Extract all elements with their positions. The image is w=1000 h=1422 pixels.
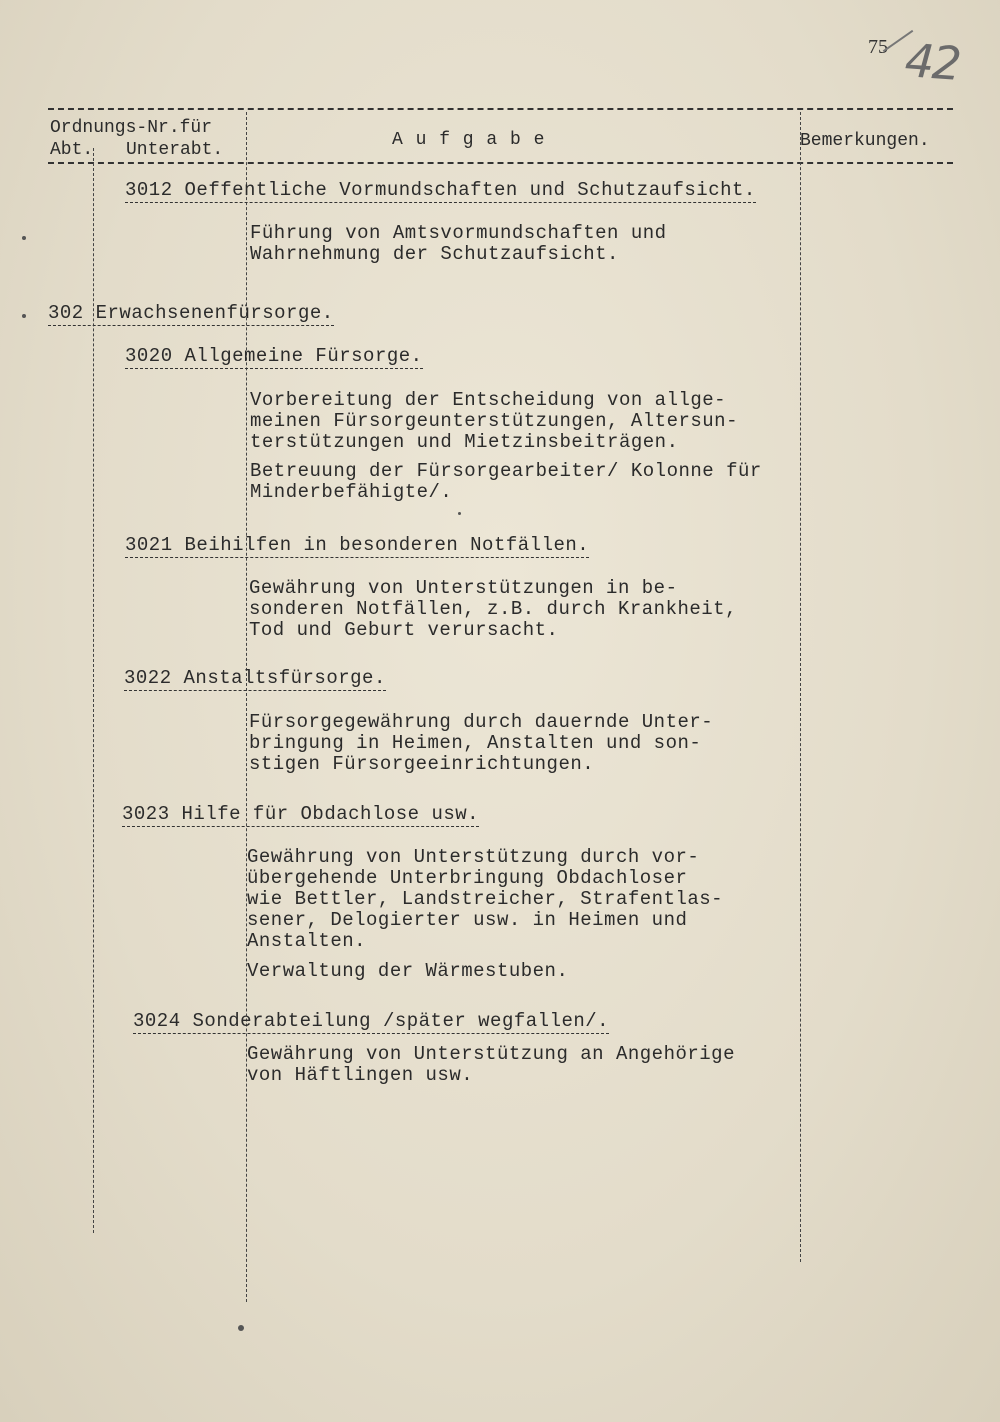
entry-3020-text-1: Vorbereitung der Entscheidung von allge- xyxy=(250,389,727,411)
entry-3023-text-4: sener, Delogierter usw. in Heimen und xyxy=(247,909,688,931)
page-number: 75 xyxy=(868,36,888,58)
header-top-rule xyxy=(48,108,953,110)
entry-3020-heading: 3020 Allgemeine Fürsorge. xyxy=(125,345,423,367)
handwritten-folio-number: 42 xyxy=(903,33,962,91)
paper-speck xyxy=(238,1325,244,1331)
paper-speck xyxy=(22,236,26,240)
paper-speck xyxy=(458,512,461,515)
entry-3023-text-1: Gewährung von Unterstützung durch vor- xyxy=(247,846,700,868)
section-302-heading: 302 Erwachsenenfürsorge. xyxy=(48,302,334,324)
header-bottom-rule xyxy=(48,162,953,164)
entry-3012-text-1: Führung von Amtsvormundschaften und xyxy=(250,222,667,244)
entry-3024-text-1: Gewährung von Unterstützung an Angehörige xyxy=(247,1043,735,1065)
entry-3023-text-3: wie Bettler, Landstreicher, Strafentlas- xyxy=(247,888,724,910)
entry-3022-heading: 3022 Anstaltsfürsorge. xyxy=(124,667,386,689)
header-bemerkungen: Bemerkungen. xyxy=(800,131,930,151)
entry-3022-text-1: Fürsorgegewährung durch dauernde Unter- xyxy=(249,711,714,733)
entry-3021-heading: 3021 Beihilfen in besonderen Notfällen. xyxy=(125,534,590,556)
entry-3023-text-5: Anstalten. xyxy=(247,930,367,952)
entry-3012-heading: 3012 Oeffentliche Vormundschaften und Schutzaufsicht. xyxy=(125,179,756,201)
entry-3020-text-4: Betreuung der Fürsorgearbeiter/ Kolonne für xyxy=(250,460,762,482)
entry-3012-text-2: Wahrnehmung der Schutzaufsicht. xyxy=(250,243,619,265)
entry-3023-heading: 3023 Hilfe für Obdachlose usw. xyxy=(122,803,480,825)
entry-3021-text-3: Tod und Geburt verursacht. xyxy=(249,619,559,641)
divider-bemerkungen xyxy=(800,112,801,1262)
entry-3024-heading: 3024 Sonderabteilung /später wegfallen/. xyxy=(133,1010,610,1032)
entry-3022-text-2: bringung in Heimen, Anstalten und son- xyxy=(249,732,702,754)
entry-3023-text-6: Verwaltung der Wärmestuben. xyxy=(247,960,569,982)
entry-3022-text-3: stigen Fürsorgeeinrichtungen. xyxy=(249,753,595,775)
header-ordnungs-nr: Ordnungs-Nr.für xyxy=(50,118,213,138)
header-aufgabe: A u f g a b e xyxy=(392,130,546,150)
entry-3023-text-2: übergehende Unterbringung Obdachloser xyxy=(247,867,688,889)
entry-3020-text-5: Minderbefähigte/. xyxy=(250,481,453,503)
entry-3020-text-2: meinen Fürsorgeunterstützungen, Altersun- xyxy=(250,410,738,432)
entry-3021-text-2: sonderen Notfällen, z.B. durch Krankheit, xyxy=(249,598,737,620)
entry-3020-text-3: terstützungen und Mietzinsbeiträgen. xyxy=(250,431,679,453)
entry-3024-text-2: von Häftlingen usw. xyxy=(247,1064,474,1086)
divider-unterabt xyxy=(246,112,247,1302)
entry-3021-text-1: Gewährung von Unterstützungen in be- xyxy=(249,577,678,599)
paper-speck xyxy=(22,314,26,318)
header-unterabt: Unterabt. xyxy=(126,140,224,160)
header-abt: Abt. xyxy=(50,140,94,160)
